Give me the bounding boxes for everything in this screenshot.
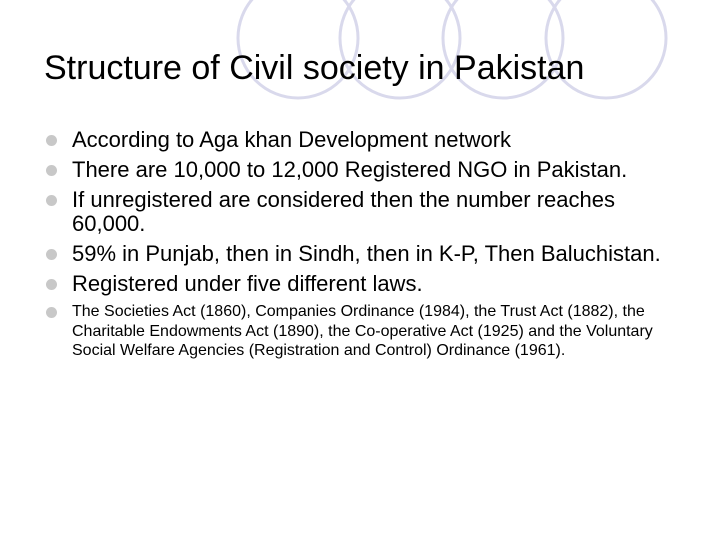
bullet-text: There are 10,000 to 12,000 Registered NGO in Pakistan. — [72, 157, 628, 182]
bullet-text: Registered under five different laws. — [72, 271, 423, 296]
bullet-dot-icon — [46, 165, 57, 176]
bullet-list — [0, 128, 720, 361]
bullet-text: 59% in Punjab, then in Sindh, then in K-P, Then Baluchistan. — [72, 241, 661, 266]
bullet-item — [0, 242, 720, 266]
bullet-dot-icon — [46, 279, 57, 290]
bullet-item-laws — [0, 302, 720, 361]
bullet-item — [0, 158, 720, 182]
bullet-text: The Societies Act (1860), Companies Ordinance (1984), the Trust Act (1882), the Charitable Endowments Act (1890), the Co-operative Act (1925) and the Voluntary Social Welfare Agencies (Registration and Control) Ordinance (1961). — [72, 303, 653, 359]
bullet-text: According to Aga khan Development network — [72, 127, 512, 152]
bullet-dot-icon — [46, 135, 57, 146]
bullet-text: If unregistered are considered then the number reaches 60,000. — [72, 187, 615, 236]
bullet-dot-icon — [46, 307, 57, 318]
bullet-item — [0, 272, 720, 296]
bullet-dot-icon — [46, 195, 57, 206]
bullet-item — [0, 188, 720, 236]
slide-title: Structure of Civil society in Pakistan — [44, 49, 585, 87]
bullet-item — [0, 128, 720, 152]
bullet-dot-icon — [46, 249, 57, 260]
